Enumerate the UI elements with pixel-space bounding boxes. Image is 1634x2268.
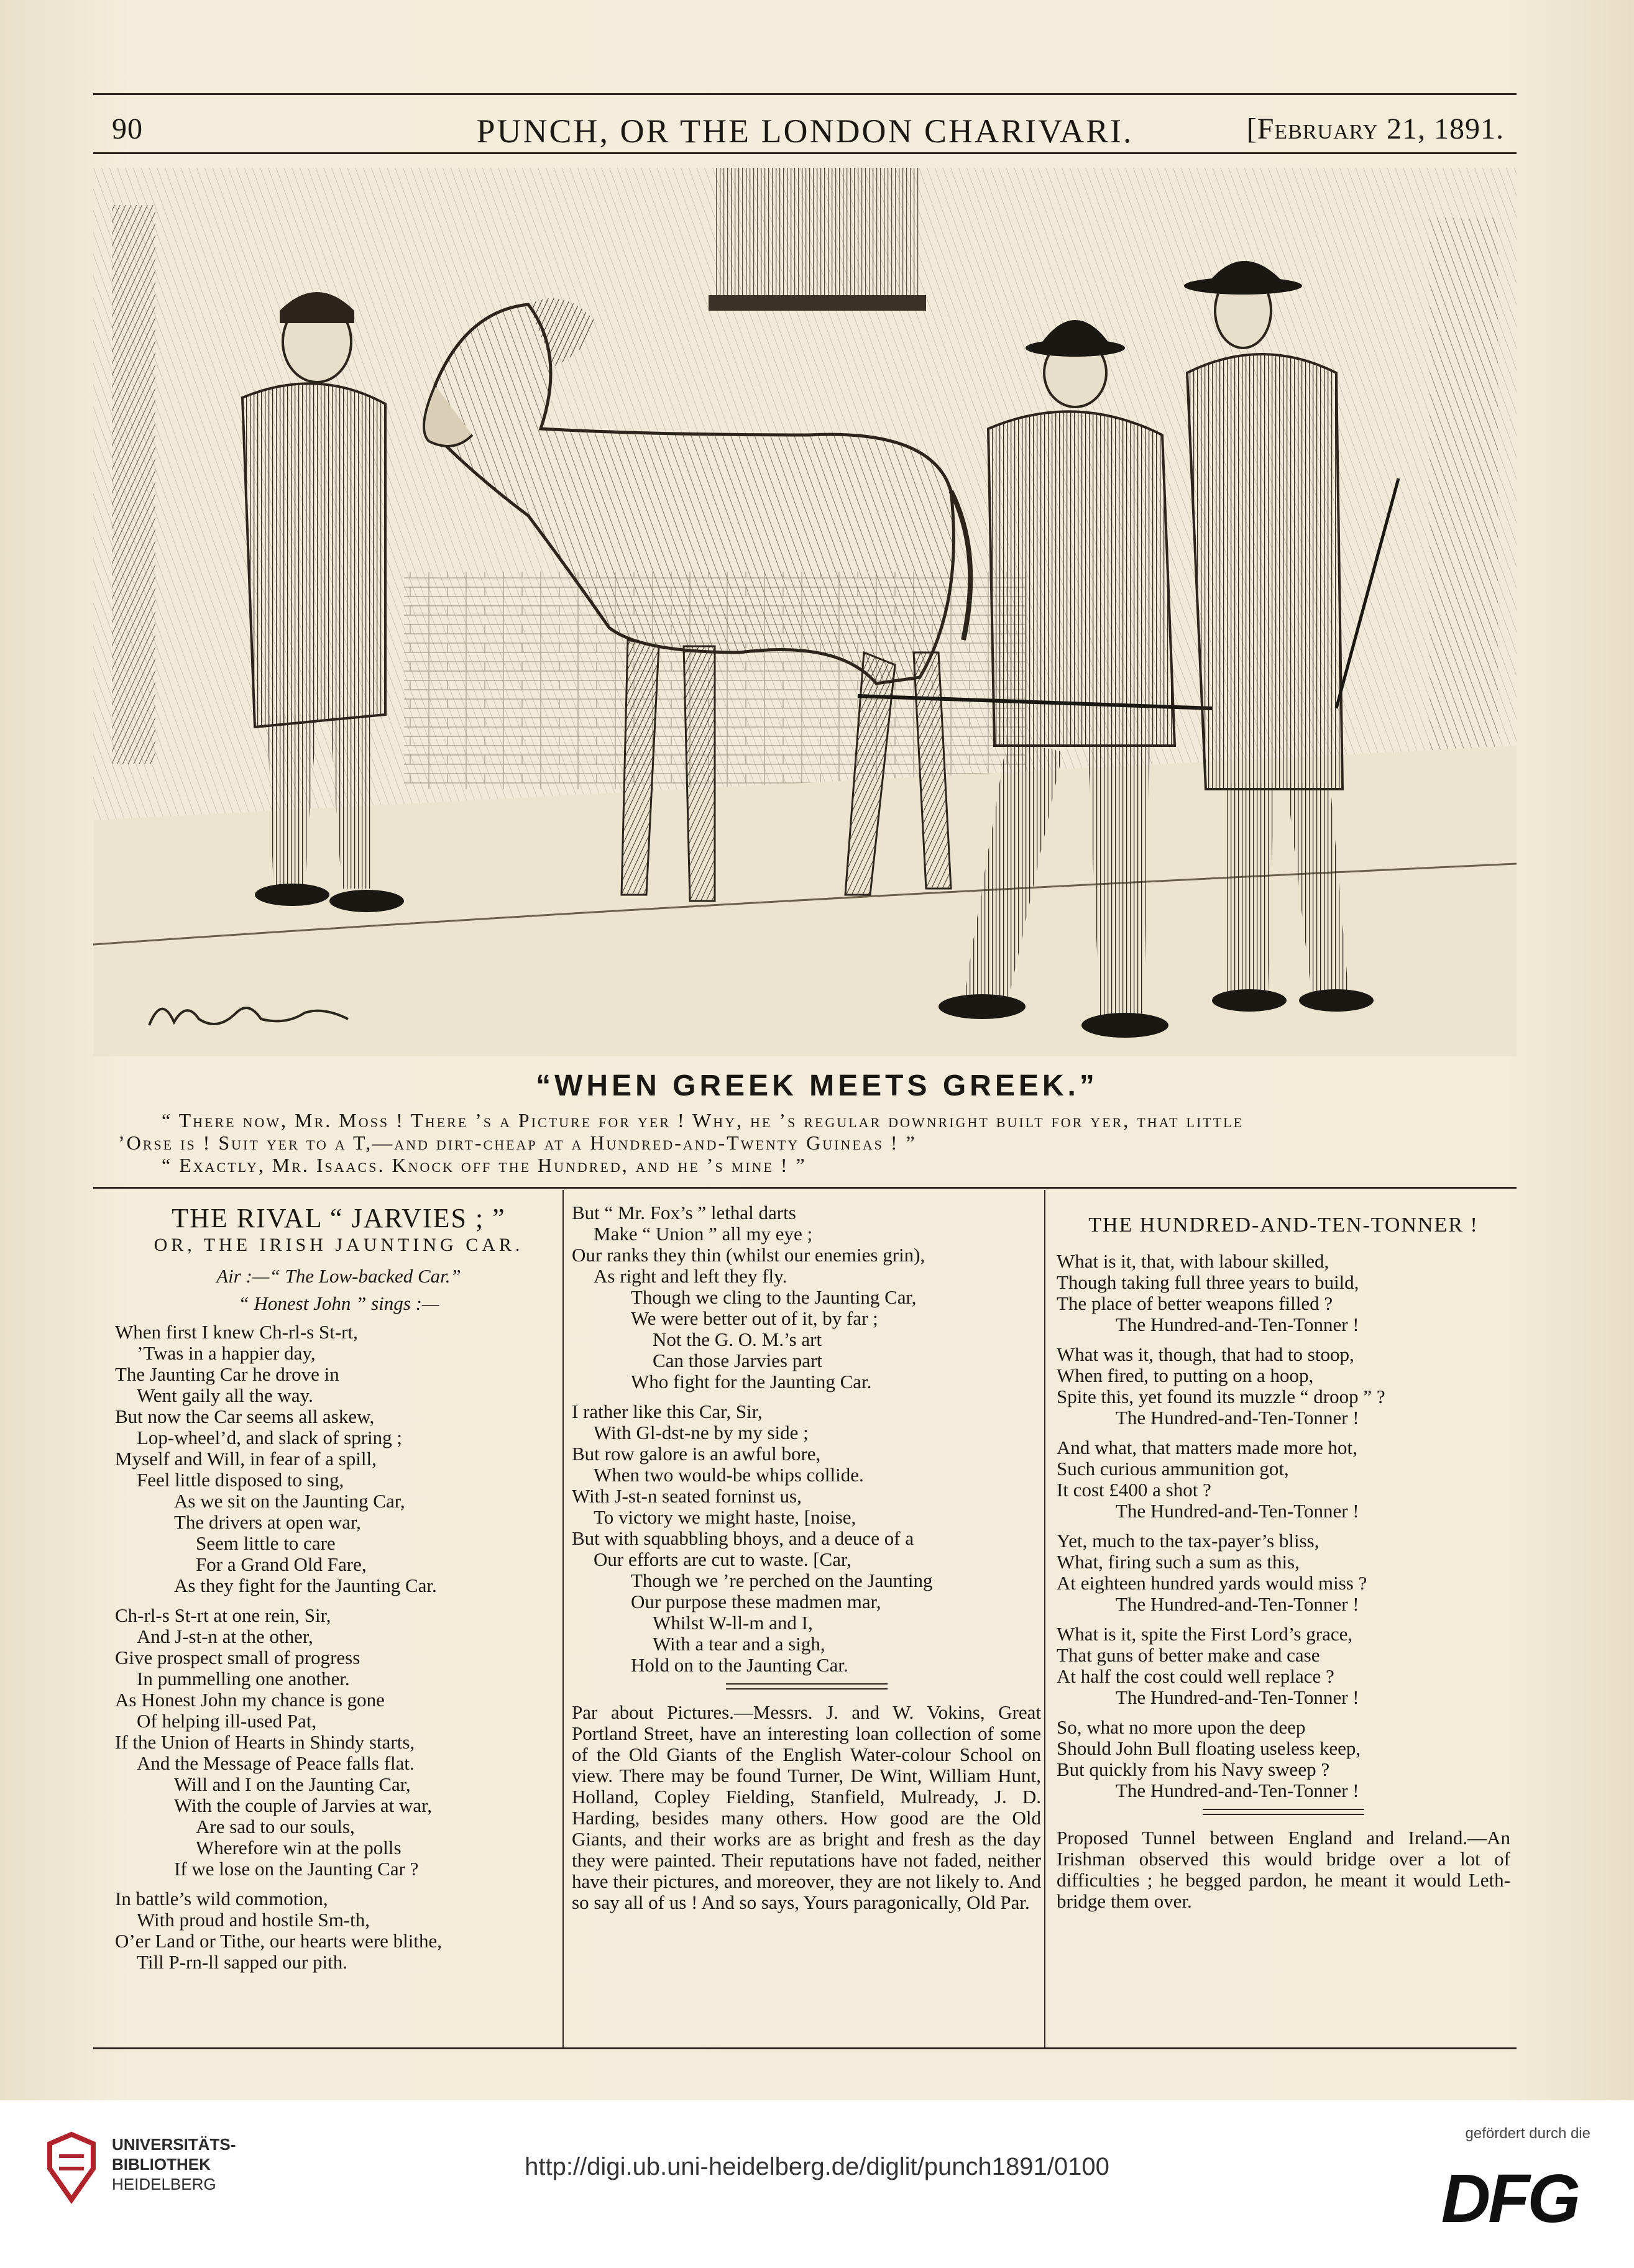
verse-line: I rather like this Car, Sir, <box>572 1401 763 1422</box>
verse-line: That guns of better make and case <box>1057 1644 1320 1666</box>
verse-line: In pummelling one another. <box>137 1668 350 1690</box>
stanza <box>1057 1437 1510 1522</box>
verse-line: With the couple of Jarvies at war, <box>174 1795 433 1816</box>
verse-line: The Hundred-and-Ten-Tonner ! <box>1116 1314 1359 1335</box>
verse-line: If we lose on the Jaunting Car ? <box>174 1858 419 1880</box>
stanza <box>572 1401 1041 1676</box>
footer-bar <box>0 2100 1634 2268</box>
divider <box>1203 1814 1364 1815</box>
verse-line: It cost £400 a shot ? <box>1057 1479 1211 1501</box>
verse-line: Make “ Union ” all my eye ; <box>594 1223 813 1245</box>
caption-line: “ Exactly, Mr. Isaacs. Knock off the Hundred, and he ’s mine ! ” <box>162 1154 807 1176</box>
verse-line: The Hundred-and-Ten-Tonner ! <box>1116 1780 1359 1801</box>
verse-line: In battle’s wild commotion, <box>115 1888 328 1909</box>
verse-line: At half the cost could well replace ? <box>1057 1665 1334 1687</box>
artist-signature <box>143 988 354 1038</box>
verse-line: Yet, much to the tax-payer’s bliss, <box>1057 1530 1320 1552</box>
verse-line: As they fight for the Jaunting Car. <box>174 1575 437 1596</box>
verse-line: But row galore is an awful bore, <box>572 1443 821 1465</box>
caption-line: “ There now, Mr. Moss ! There ’s a Picture for yer ! Why, he ’s regular downright built for yer, that little <box>162 1109 1244 1132</box>
publication-title: PUNCH, OR THE LONDON CHARIVARI. <box>476 112 1134 150</box>
article-proposed-tunnel: Proposed Tunnel between England and Ireland.—An Irishman observed this would bridge over a lot of difficulties ; he begged pardon, he meant it would Leth-bridge them over. <box>1057 1827 1510 1912</box>
divider <box>1203 1809 1364 1810</box>
verse-line: Though we cling to the Jaunting Car, <box>631 1286 917 1308</box>
bottom-rule <box>93 2047 1517 2049</box>
verse-line: So, what no more upon the deep <box>1057 1716 1306 1738</box>
verse-line: But quickly from his Navy sweep ? <box>1057 1758 1330 1780</box>
stanza <box>115 1888 562 1973</box>
verse-line: Should John Bull floating useless keep, <box>1057 1737 1361 1759</box>
verse-line: When first I knew Ch-rl-s St-rt, <box>115 1321 358 1343</box>
verse-line: Our ranks they thin (whilst our enemies grin), <box>572 1244 925 1266</box>
verse-line: With proud and hostile Sm-th, <box>137 1909 370 1931</box>
stanza <box>1057 1717 1510 1801</box>
verse-line: Spite this, yet found its muzzle “ droop ” ? <box>1057 1386 1385 1407</box>
stanza <box>1057 1251 1510 1335</box>
verse-line: What, firing such a sum as this, <box>1057 1551 1300 1573</box>
verse-line: Not the G. O. M.’s art <box>653 1328 822 1350</box>
verse-line: Our efforts are cut to waste. [Car, <box>594 1548 851 1570</box>
verse-line: Till P-rn-ll sapped our pith. <box>137 1951 348 1973</box>
caption-rule <box>93 1187 1517 1189</box>
verse-line: For a Grand Old Fare, <box>196 1553 367 1575</box>
running-header <box>93 99 1517 149</box>
verse-line: Will and I on the Jaunting Car, <box>174 1773 411 1795</box>
cartoon-illustration <box>93 168 1517 1056</box>
verse-line: With J-st-n seated forninst us, <box>572 1485 802 1507</box>
verse-line: If the Union of Hearts in Shindy starts, <box>115 1731 415 1753</box>
verse-line: Went gaily all the way. <box>137 1384 313 1406</box>
verse-line: But now the Car seems all askew, <box>115 1406 375 1427</box>
verse-line: To victory we might haste, [noise, <box>594 1506 856 1528</box>
verse-line: As we sit on the Jaunting Car, <box>174 1490 405 1512</box>
header-rule <box>93 152 1517 154</box>
verse-line: What is it, spite the First Lord’s grace, <box>1057 1623 1353 1645</box>
verse-line: As Honest John my chance is gone <box>115 1689 385 1711</box>
verse-line: And J-st-n at the other, <box>137 1626 313 1647</box>
verse-line: With Gl-dst-ne by my side ; <box>594 1422 809 1443</box>
verse-line: The Hundred-and-Ten-Tonner ! <box>1116 1500 1359 1522</box>
verse-line: Myself and Will, in fear of a spill, <box>115 1448 377 1470</box>
verse-line: Though taking full three years to build, <box>1057 1271 1359 1293</box>
verse-line: Can those Jarvies part <box>653 1350 822 1371</box>
verse-line: Our purpose these madmen mar, <box>631 1591 881 1612</box>
verse-line: Hold on to the Jaunting Car. <box>631 1654 848 1676</box>
stanza <box>1057 1344 1510 1429</box>
verse-line: At eighteen hundred yards would miss ? <box>1057 1572 1367 1594</box>
poem-title: THE RIVAL “ JARVIES ; ” <box>172 1203 506 1233</box>
verse-line: Seem little to care <box>196 1532 336 1554</box>
stanza <box>1057 1624 1510 1708</box>
verse-line: And the Message of Peace falls flat. <box>137 1752 415 1774</box>
verse-line: The Jaunting Car he drove in <box>115 1363 339 1385</box>
poem-singer: “ Honest John ” sings :— <box>238 1292 439 1314</box>
column-left <box>115 1202 562 1973</box>
verse-line: The Hundred-and-Ten-Tonner ! <box>1116 1686 1359 1708</box>
article-par-about-pictures: Par about Pictures.—Messrs. J. and W. Vokins, Great Portland Street, have an interesting loan collection of some of the Old Giants of the English Water-colour School on view. There may be found Turner, De Wint, William Hunt, Holland, Copley Fielding, Stanfield, Mulready, J. D. Harding, besides many others. How good are the Old Giants, and their works are as bright and fresh as the day they were painted. Their reputations have not faded, neither have their pictures, and moreover, they are not likely to. And so say all of us ! And so says, Yours paragonically, Old Par. <box>572 1701 1041 1913</box>
cartoon-caption <box>118 1109 1504 1176</box>
verse-line: Wherefore win at the polls <box>196 1837 402 1859</box>
column-right <box>1057 1202 1510 1912</box>
verse-line: With a tear and a sigh, <box>653 1633 825 1655</box>
column-rule-1 <box>562 1190 564 2047</box>
verse-line: Lop-wheel’d, and slack of spring ; <box>137 1427 402 1448</box>
verse-line: What is it, that, with labour skilled, <box>1057 1250 1329 1272</box>
verse-line: And what, that matters made more hot, <box>1057 1437 1357 1458</box>
verse-line: But with squabbling bhoys, and a deuce of a <box>572 1527 914 1549</box>
page-number: 90 <box>112 112 143 145</box>
university-line-1: UNIVERSITÄTS- <box>112 2135 236 2154</box>
verse-line: What was it, though, that had to stoop, <box>1057 1343 1354 1365</box>
dfg-logo: DFG <box>1441 2161 1578 2237</box>
verse-line: Whilst W-ll-m and I, <box>653 1612 813 1634</box>
verse-line: Give prospect small of progress <box>115 1647 360 1668</box>
sponsor-text: gefördert durch die <box>1465 2125 1590 2142</box>
verse-line: ’Twas in a happier day, <box>137 1342 316 1364</box>
university-line-3: HEIDELBERG <box>112 2175 216 2193</box>
verse-line: As right and left they fly. <box>594 1265 787 1287</box>
stanza <box>115 1322 562 1596</box>
poem-subtitle: OR, THE IRISH JAUNTING CAR. <box>154 1235 524 1255</box>
verse-line: But “ Mr. Fox’s ” lethal darts <box>572 1202 796 1223</box>
verse-line: O’er Land or Tithe, our hearts were blithe, <box>115 1930 443 1952</box>
verse-line: Ch-rl-s St-rt at one rein, Sir, <box>115 1604 331 1626</box>
verse-line: Are sad to our souls, <box>196 1816 355 1837</box>
stanza <box>115 1605 562 1880</box>
verse-line: Though we ’re perched on the Jaunting <box>631 1570 933 1591</box>
source-url-link[interactable]: http://digi.ub.uni-heidelberg.de/diglit/punch1891/0100 <box>525 2153 1109 2180</box>
stanza <box>1057 1530 1510 1615</box>
column-middle <box>572 1202 1041 1913</box>
stanza <box>572 1202 1041 1392</box>
verse-line: When fired, to putting on a hoop, <box>1057 1365 1314 1386</box>
verse-line: Feel little disposed to sing, <box>137 1469 344 1491</box>
verse-line: We were better out of it, by far ; <box>631 1307 878 1329</box>
verse-line: Such curious ammunition got, <box>1057 1458 1289 1479</box>
verse-line: The Hundred-and-Ten-Tonner ! <box>1116 1407 1359 1429</box>
top-rule <box>93 93 1517 95</box>
verse-line: The place of better weapons filled ? <box>1057 1292 1333 1314</box>
poem-air: Air :—“ The Low-backed Car.” <box>216 1265 461 1287</box>
caption-line: ’Orse is ! Suit yer to a T,—and dirt-cheap at a Hundred-and-Twenty Guineas ! ” <box>118 1132 917 1154</box>
poem-title: THE HUNDRED-AND-TEN-TONNER ! <box>1088 1214 1479 1237</box>
university-line-2: BIBLIOTHEK <box>112 2155 211 2174</box>
column-rule-2 <box>1044 1190 1045 2047</box>
divider <box>726 1683 888 1685</box>
verse-line: When two would-be whips collide. <box>594 1464 864 1486</box>
verse-line: Who fight for the Jaunting Car. <box>631 1371 872 1392</box>
divider <box>726 1688 888 1690</box>
issue-date: [February 21, 1891. <box>1246 112 1504 145</box>
verse-line: The drivers at open war, <box>174 1511 361 1533</box>
verse-line: The Hundred-and-Ten-Tonner ! <box>1116 1593 1359 1615</box>
cartoon-title: “WHEN GREEK MEETS GREEK.” <box>536 1069 1098 1102</box>
verse-line: Of helping ill-used Pat, <box>137 1710 317 1732</box>
